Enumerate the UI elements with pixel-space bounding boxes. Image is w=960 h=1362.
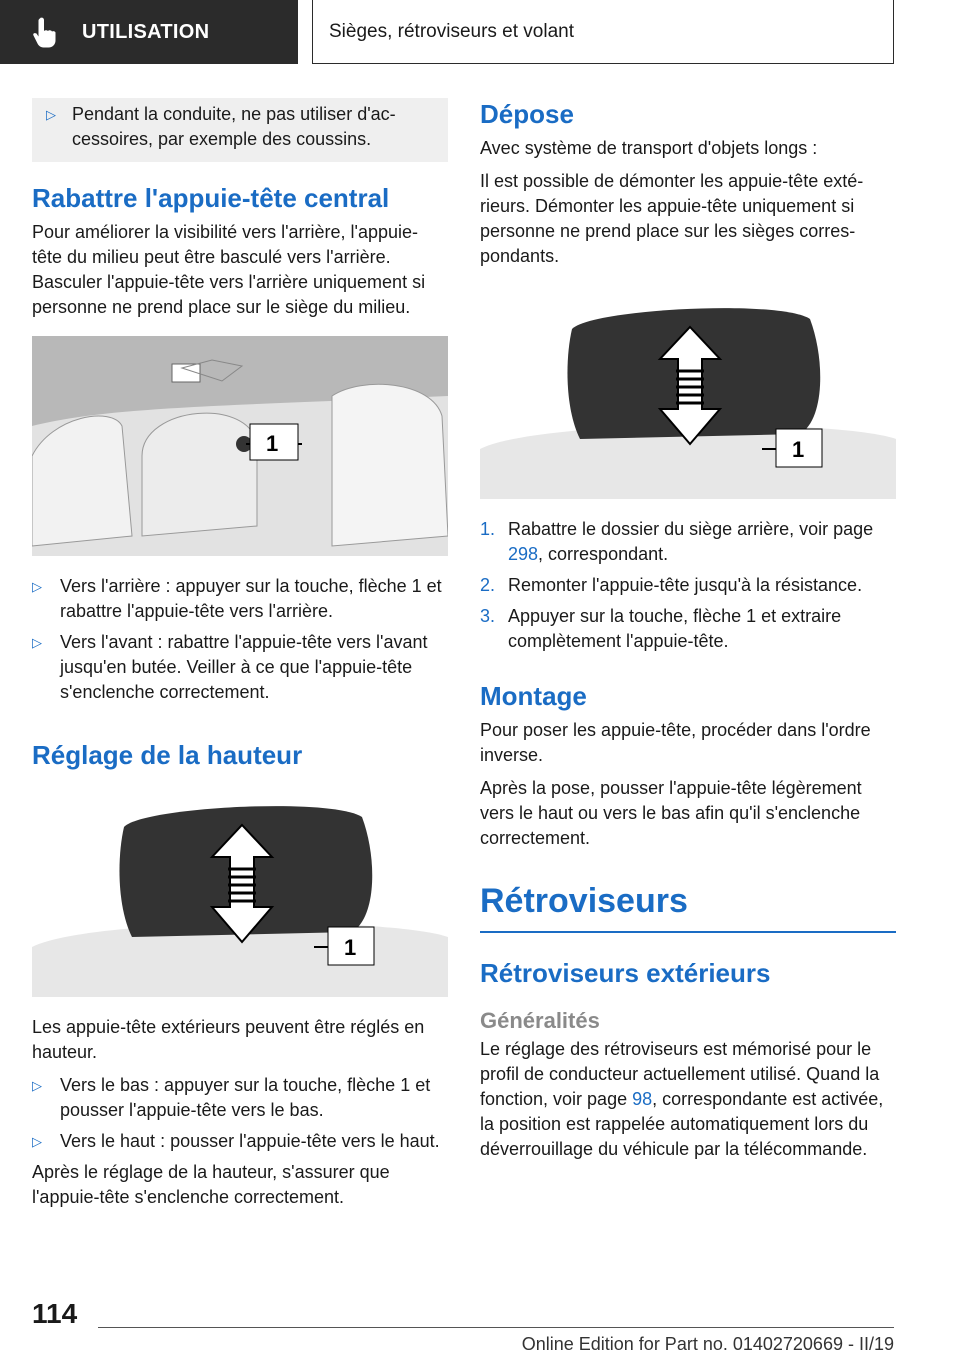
paragraph-depose-1: Avec système de transport d'objets longs : bbox=[480, 138, 818, 158]
figure1-label: 1 bbox=[266, 431, 279, 456]
triangle-bullet-icon: ▷ bbox=[32, 1134, 42, 1149]
step-text: Rabattre le dossier du siège arrière, voir page 298, correspondant. bbox=[508, 519, 874, 564]
figure-headrest-removal bbox=[480, 289, 896, 499]
heading-reglage: Réglage de la hauteur bbox=[32, 740, 303, 770]
page-number: 114 bbox=[32, 1298, 78, 1329]
right-column bbox=[480, 98, 896, 1170]
heading-montage: Montage bbox=[480, 681, 587, 711]
bullet-item bbox=[32, 1129, 448, 1154]
step-item bbox=[480, 604, 896, 654]
heading-retroviseurs-exterieurs: Rétroviseurs extérieurs bbox=[480, 958, 771, 988]
headrest-removal-illustration bbox=[480, 289, 896, 499]
step-text: Appuyer sur la touche, flèche 1 et extraire complètement l'appuie-tête. bbox=[508, 606, 842, 651]
warning-note bbox=[32, 98, 448, 162]
paragraph-depose-2: Il est possible de démonter les appuie-tête extérieurs. Démonter les appuie-tête uniquement si personne ne prend place sur les sièges correspondants. bbox=[480, 171, 864, 266]
bullet-item bbox=[32, 1073, 448, 1123]
paragraph-montage-2: Après la pose, pousser l'appuie-tête légèrement vers le haut ou vers le bas afin qu'il s'enclenche correctement. bbox=[480, 778, 862, 848]
paragraph-montage-1: Pour poser les appuie-tête, procéder dans l'ordre inverse. bbox=[480, 720, 871, 765]
step-item bbox=[480, 517, 896, 567]
rear-seat-illustration bbox=[32, 336, 448, 556]
header-section-tab bbox=[0, 0, 298, 64]
bullet-text: Vers l'arrière : appuyer sur la touche, flèche 1 et rabattre l'appuie-tête vers l'arrière. bbox=[60, 576, 442, 621]
figure2-label: 1 bbox=[344, 935, 357, 960]
paragraph-apres: Après le réglage de la hauteur, s'assurer que l'appuie-tête s'enclenche correctement. bbox=[32, 1162, 390, 1207]
paragraph-reglage: Les appuie-tête extérieurs peuvent être réglés en hauteur. bbox=[32, 1017, 425, 1062]
figure-rear-seat bbox=[32, 336, 448, 556]
bullet-text: Vers le bas : appuyer sur la touche, flèche 1 et pousser l'appuie-tête vers le bas. bbox=[60, 1075, 431, 1120]
header-chapter: Sièges, rétroviseurs et volant bbox=[312, 0, 894, 64]
footer-divider bbox=[98, 1327, 894, 1328]
headrest-height-illustration bbox=[32, 797, 448, 997]
bullet-text: Vers le haut : pousser l'appuie-tête vers le haut. bbox=[60, 1131, 440, 1151]
triangle-bullet-icon: ▷ bbox=[32, 579, 42, 594]
paragraph-rabattre: Pour améliorer la visibilité vers l'arrière, l'appuie-tête du milieu peut être basculé vers l'arrière. Basculer l'appuie-tête vers l'arrière uniquement si personne ne prend place sur le siège du milieu. bbox=[32, 222, 426, 317]
heading-rabattre: Rabattre l'appuie-tête central bbox=[32, 183, 390, 213]
step-item bbox=[480, 573, 896, 598]
triangle-bullet-icon: ▷ bbox=[32, 1078, 42, 1093]
bullet-item bbox=[32, 574, 448, 624]
heading-depose: Dépose bbox=[480, 99, 574, 129]
triangle-bullet-icon: ▷ bbox=[32, 635, 42, 650]
left-column bbox=[32, 98, 448, 1218]
paragraph-generalites: Le réglage des rétroviseurs est mémorisé pour le profil de conducteur actuellement utilisé. Quand la fonction, voir page 98, correspondante est activée, la position est rappelée automatiquement lors du déverrouillage du véhicule par la télécommande. bbox=[480, 1039, 884, 1159]
figure3-label: 1 bbox=[792, 437, 805, 462]
footer-edition: Online Edition for Part no. 01402720669 - II/19 bbox=[521, 1334, 894, 1354]
figure-headrest-height bbox=[32, 797, 448, 997]
page-link-98[interactable]: 98 bbox=[632, 1089, 653, 1109]
note-text: Pendant la conduite, ne pas utiliser d'accessoires, par exemple des coussins. bbox=[72, 104, 396, 149]
header-section-title: UTILISATION bbox=[82, 20, 210, 43]
triangle-bullet-icon: ▷ bbox=[46, 107, 56, 122]
step-number: 3. bbox=[480, 606, 496, 626]
bullet-item bbox=[32, 630, 448, 705]
hand-pointer-icon bbox=[26, 12, 66, 52]
page-link-298[interactable]: 298 bbox=[508, 544, 539, 564]
step-text: Remonter l'appuie-tête jusqu'à la résistance. bbox=[508, 575, 863, 595]
heading-retroviseurs: Rétroviseurs bbox=[480, 881, 896, 933]
step-number: 2. bbox=[480, 575, 496, 595]
step-number: 1. bbox=[480, 519, 496, 539]
bullet-text: Vers l'avant : rabattre l'appuie-tête vers l'avant jusqu'en butée. Veiller à ce que l'appuie-tête s'enclenche correctement. bbox=[60, 632, 428, 702]
heading-generalites: Généralités bbox=[480, 1008, 600, 1033]
